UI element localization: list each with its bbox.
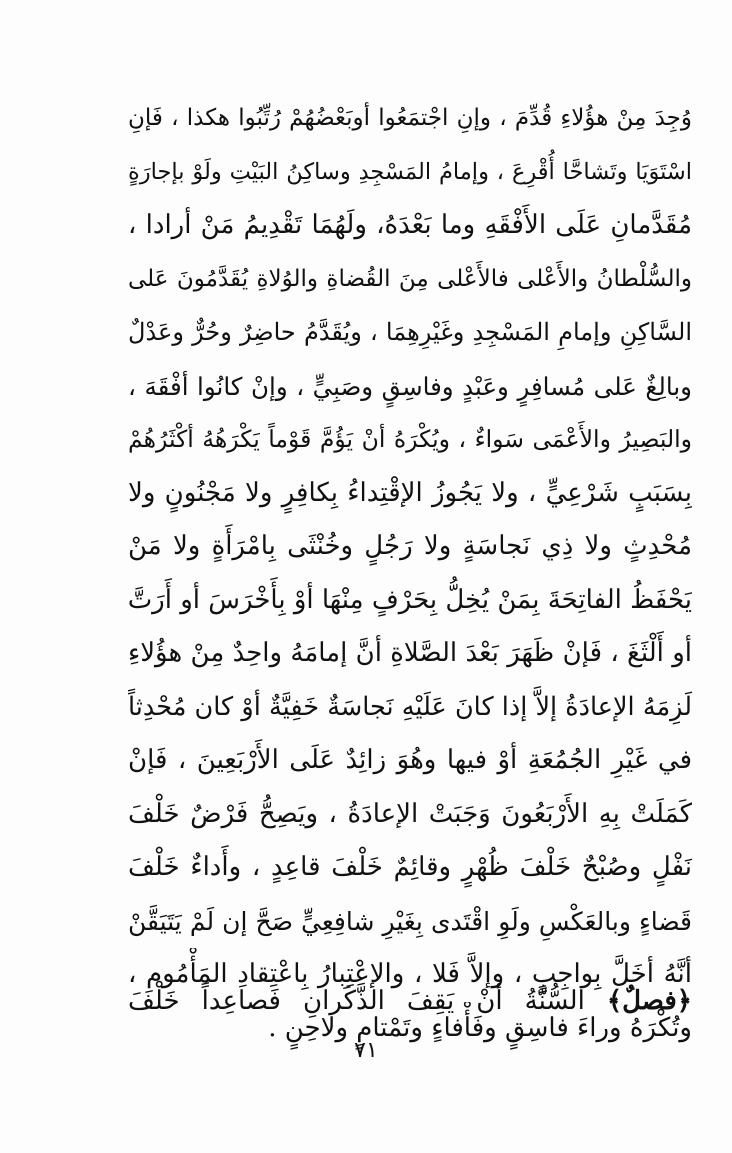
text-line: نَفْلٍ وصُبْحٌ خَلْفَ ظُهْرٍ وقائِمٌ خَلْفَ قاعِدٍ ، وأَداءٌ خَلْفَ <box>128 852 692 882</box>
section-text: السُّنَّةُ أنْ يَقِفَ الذَّكَرانِ فَصاعِداً خَلْفَ <box>128 986 585 1016</box>
text-line: لَزِمَهُ الإعادَةُ إلاَّ إذا كانَ عَلَيْهِ نَجاسَةٌ خَفِيَّةٌ أوْ كان مُحْدِثاً <box>128 691 692 722</box>
text-line: وبالِغٌ عَلى مُسافِرٍ وعَبْدٍ وفاسِقٍ وصَبِيٍّ ، وإنْ كانُوا أفْقَهَ ، <box>128 371 692 401</box>
text-line: والسُّلْطانُ والأَعْلى فالأَعْلى مِنَ القُضاةِ والوُلاةِ يُقَدَّمُونَ عَلى <box>128 265 692 292</box>
text-line: اسْتَوَيَا وتَشاحَّا أُقْرِعَ ، وإمامُ المَسْجِدِ وساكِنُ البَيْتِ ولَوْ بإجارَةٍ <box>128 158 692 185</box>
section-line <box>128 975 692 1027</box>
text-line: أنَّهُ أخَلَّ بِواجِبٍ ، وإلاَّ فَلا ، والإعْتِبارُ بِاعْتِقادِ المَأْمُومِ ، <box>128 959 692 989</box>
section-heading: ﴿فصلٌ﴾ <box>606 986 692 1016</box>
text-line: مُحْدِثٍ ولا ذِي نَجاسَةٍ ولا رَجُلٍ وخُنْثَى بِامْرَأَةٍ ولا مَنْ <box>128 531 692 561</box>
text-line-last: وتُكْرَهُ وراءَ فاسِقٍ وفَأْفاءٍ وتَمْتامٍ ولاحِنٍ . <box>268 1012 692 1043</box>
body-text <box>128 92 692 1055</box>
text-line: السَّاكِنِ وإمامِ المَسْجِدِ وغَيْرِهِمَا ، ويُقَدَّمُ حاضِرٌ وحُرٌّ وعَدْلٌ <box>128 318 692 346</box>
text-line: في غَيْرِ الجُمُعَةِ أوْ فيها وهُوَ زائِدٌ عَلَى الأَرْبَعِينَ ، فَإنْ <box>128 745 692 775</box>
text-line: بِسَبَبٍ شَرْعِيٍّ ، ولا يَجُوزُ الإقْتِداءُ بِكافِرٍ ولا مَجْنُونٍ ولا <box>128 477 692 508</box>
text-line: أو أَلْثَغَ ، فَإنْ ظَهَرَ بَعْدَ الصَّلاةِ أنَّ إمامَهُ واحِدٌ مِنْ هؤُلاءِ <box>128 638 692 668</box>
text-line: والبَصِيرُ والأَعْمَى سَواءٌ ، ويُكْرَهُ أنْ يَؤُمَّ قَوْماً يَكْرَهُهُ أكْثَرُهُمْ <box>128 425 692 453</box>
text-line: مُقَدَّمانِ عَلَى الأَفْقَهِ وما بَعْدَهُ، ولَهُمَا تَقْدِيمُ مَنْ أرادا ، <box>128 210 692 240</box>
text-line: وُجِدَ مِنْ هؤُلاءِ قُدِّمَ ، وإنِ اجْتمَعُوا أوبَعْضُهُمْ رُتِّبُوا هكذا ، فَإنِ <box>128 105 692 131</box>
text-line: قَضاءٍ وبالعَكْسِ ولَوِ اقْتَدى بِغَيْرِ شافِعِيٍّ صَحَّ إن لَمْ يَتَيَقَّنْ <box>128 906 692 936</box>
text-line: كَمَلَتْ بِهِ الأَرْبَعُونَ وَجَبَتْ الإعادَةُ ، ويَصِحُّ فَرْضٌ خَلْفَ <box>128 798 692 829</box>
page-number: ٧١ <box>354 1038 378 1063</box>
text-line: يَحْفَظُ الفاتِحَةَ بِمَنْ يُخِلُّ بِحَرْفٍ مِنْهَا أوْ بِأَخْرَسَ أو أَرَتَّ <box>128 584 692 615</box>
